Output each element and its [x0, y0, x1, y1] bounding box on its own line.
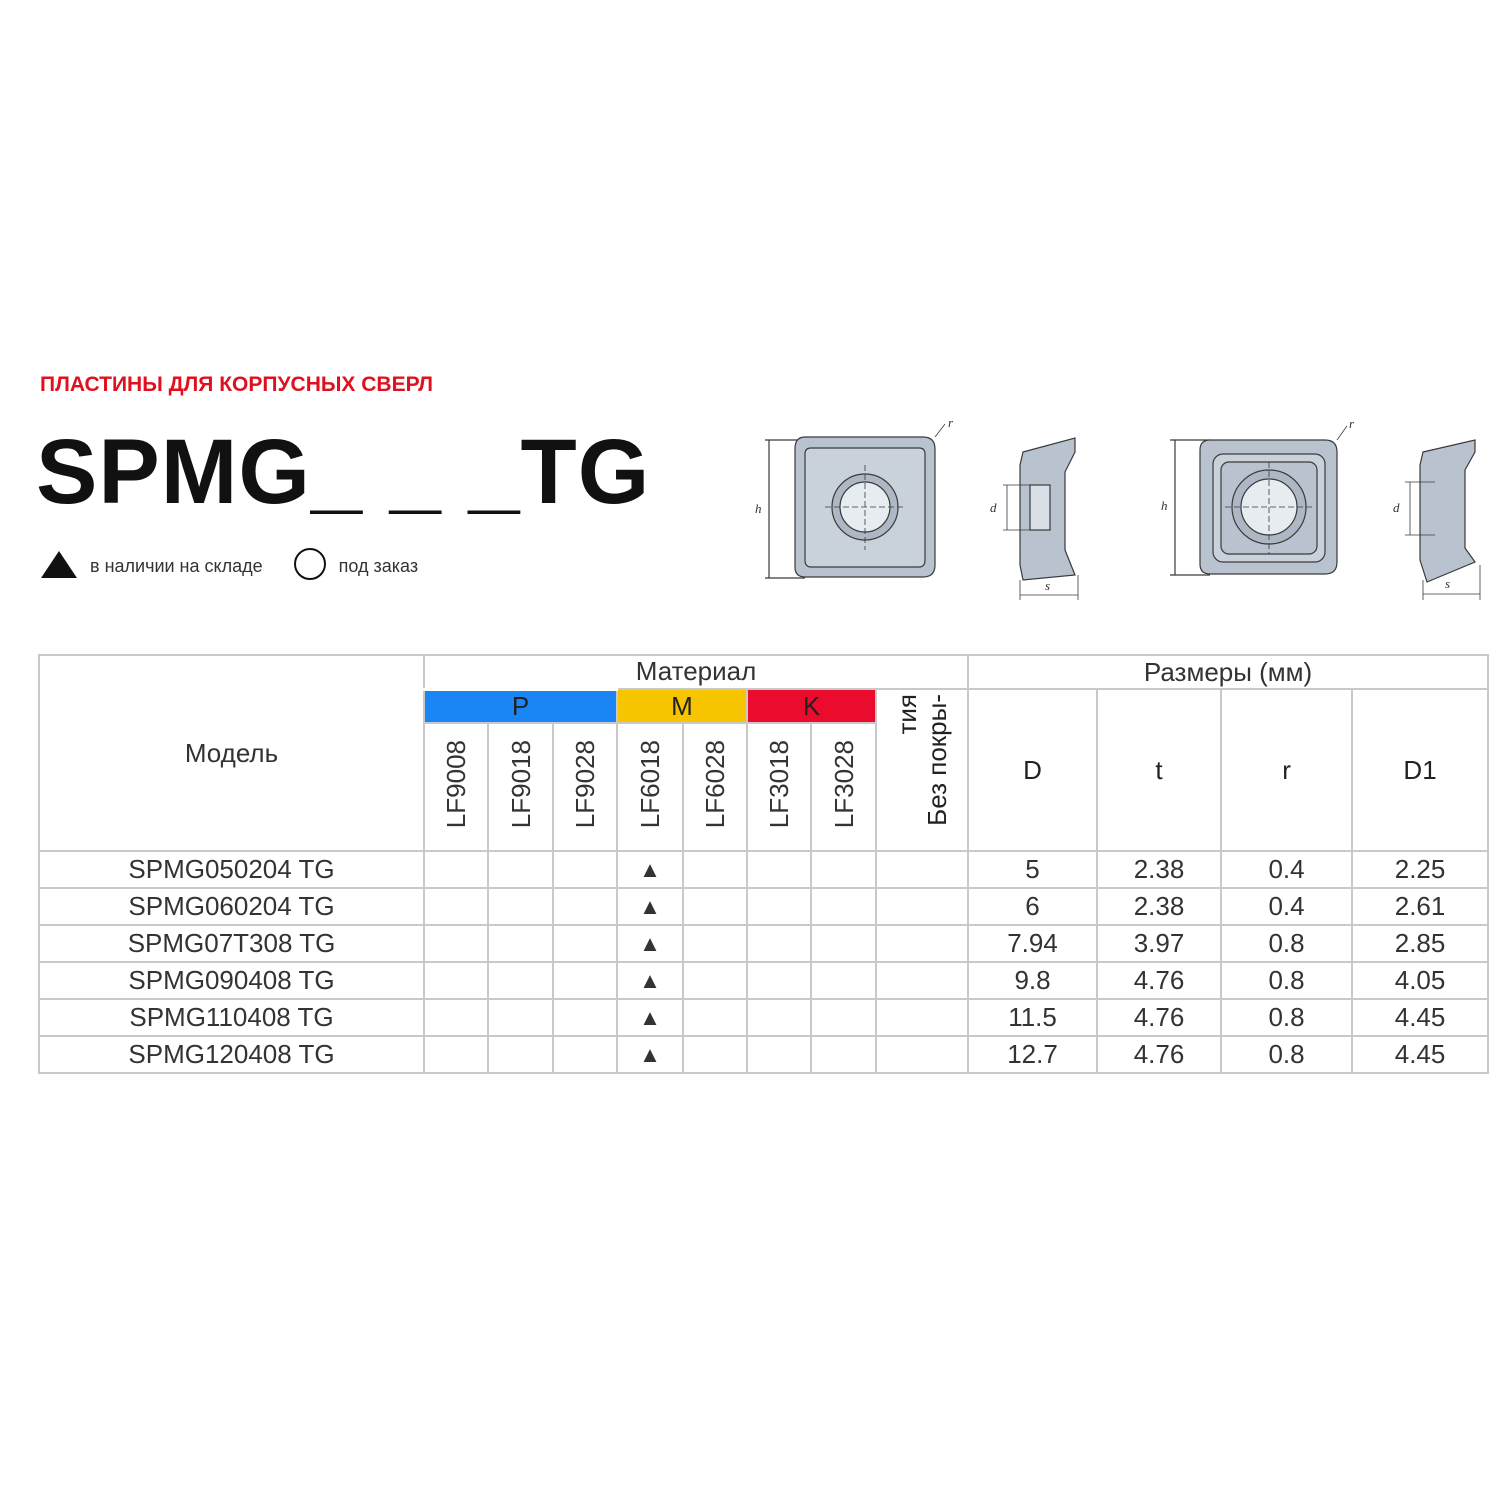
insert-top-view-2 — [1170, 426, 1347, 575]
dimensions-header: Размеры (мм) — [968, 655, 1488, 689]
model-cell: SPMG110408 TG — [39, 999, 424, 1036]
table-row — [39, 999, 1488, 1036]
on-order-label: под заказ — [338, 555, 419, 576]
table-row — [39, 888, 1488, 925]
dim-t: 4.76 — [1097, 999, 1221, 1036]
dim-D1: 2.25 — [1352, 851, 1488, 888]
page-title: SPMG_ _ _TG — [36, 421, 651, 523]
dim-label-d-1: d — [990, 500, 997, 515]
in-stock-mark: ▲ — [617, 999, 683, 1036]
dim-r: 0.8 — [1221, 925, 1352, 962]
table-row — [39, 925, 1488, 962]
grade-header: LF9008 — [424, 723, 488, 851]
uncoated-header — [876, 689, 968, 851]
dim-D: 5 — [968, 851, 1097, 888]
dim-D1: 4.45 — [1352, 1036, 1488, 1073]
dim-D1: 2.61 — [1352, 888, 1488, 925]
in-stock-mark: ▲ — [617, 851, 683, 888]
model-cell: SPMG120408 TG — [39, 1036, 424, 1073]
model-cell: SPMG050204 TG — [39, 851, 424, 888]
insert-top-view-1 — [765, 424, 945, 578]
in-stock-mark: ▲ — [617, 925, 683, 962]
insert-side-view-2 — [1405, 440, 1480, 600]
dim-t: 4.76 — [1097, 1036, 1221, 1073]
uncoated-line2: тия — [892, 694, 923, 735]
insert-drawings — [745, 410, 1490, 610]
dim-D1: 2.85 — [1352, 925, 1488, 962]
on-order-circle-icon — [293, 547, 327, 586]
in-stock-label: в наличии на складе — [90, 555, 263, 576]
model-cell: SPMG07T308 TG — [39, 925, 424, 962]
dim-t: 2.38 — [1097, 888, 1221, 925]
dim-D: 11.5 — [968, 999, 1097, 1036]
uncoated-line1: Без покры- — [922, 694, 953, 826]
dim-header-D1: D1 — [1352, 689, 1488, 851]
table-row — [39, 962, 1488, 999]
dim-label-r-2: r — [1349, 416, 1355, 431]
model-cell: SPMG090408 TG — [39, 962, 424, 999]
dim-label-h-2: h — [1161, 498, 1168, 513]
group-p: P — [424, 689, 617, 723]
insert-side-view-1 — [1003, 438, 1078, 600]
grade-header: LF3028 — [811, 723, 876, 851]
dim-r: 0.8 — [1221, 999, 1352, 1036]
in-stock-mark: ▲ — [617, 962, 683, 999]
model-header: Модель — [39, 655, 424, 851]
dim-D1: 4.45 — [1352, 999, 1488, 1036]
dim-r: 0.4 — [1221, 888, 1352, 925]
in-stock-mark: ▲ — [617, 888, 683, 925]
specification-table — [38, 654, 1489, 1074]
dim-header-r: r — [1221, 689, 1352, 851]
dim-t: 4.76 — [1097, 962, 1221, 999]
legend — [40, 548, 448, 584]
dim-label-s-2: s — [1445, 576, 1451, 591]
dim-r: 0.8 — [1221, 962, 1352, 999]
dim-D: 9.8 — [968, 962, 1097, 999]
table-row — [39, 1036, 1488, 1073]
dim-D1: 4.05 — [1352, 962, 1488, 999]
dim-r: 0.4 — [1221, 851, 1352, 888]
grade-header: LF9028 — [553, 723, 617, 851]
dim-label-s-1: s — [1045, 578, 1051, 593]
dim-t: 2.38 — [1097, 851, 1221, 888]
group-m: M — [617, 689, 747, 723]
dim-t: 3.97 — [1097, 925, 1221, 962]
dim-label-h-1: h — [755, 501, 762, 516]
in-stock-triangle-icon — [40, 549, 78, 584]
group-k: K — [747, 689, 876, 723]
dim-header-t: t — [1097, 689, 1221, 851]
subtitle: ПЛАСТИНЫ ДЛЯ КОРПУСНЫХ СВЕРЛ — [40, 373, 434, 396]
in-stock-mark: ▲ — [617, 1036, 683, 1073]
dim-r: 0.8 — [1221, 1036, 1352, 1073]
dim-D: 6 — [968, 888, 1097, 925]
dim-D: 12.7 — [968, 1036, 1097, 1073]
grade-header: LF6028 — [683, 723, 747, 851]
material-header: Материал — [424, 655, 968, 689]
dim-label-r-1: r — [948, 415, 954, 430]
grade-header: LF9018 — [488, 723, 553, 851]
dim-D: 7.94 — [968, 925, 1097, 962]
dim-header-D: D — [968, 689, 1097, 851]
grade-header: LF3018 — [747, 723, 811, 851]
model-cell: SPMG060204 TG — [39, 888, 424, 925]
grade-header: LF6018 — [617, 723, 683, 851]
table-row — [39, 851, 1488, 888]
dim-label-d-2: d — [1393, 500, 1400, 515]
